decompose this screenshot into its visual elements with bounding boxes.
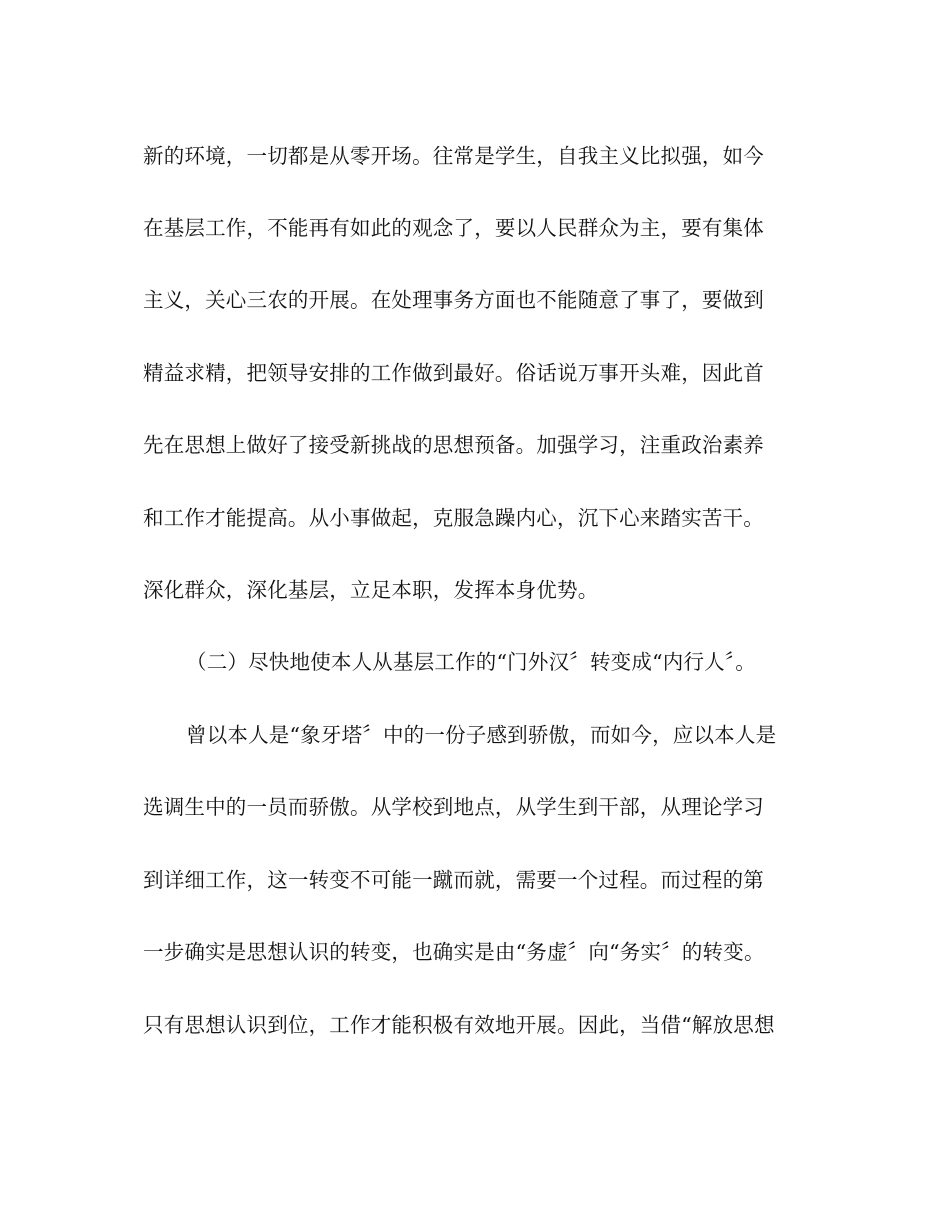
body-text-line: 曾以本人是“象牙塔〞中的一份子感到骄傲，而如今，应以本人是 bbox=[186, 723, 777, 747]
body-text-line: 新的环境，一切都是从零开场。往常是学生，自我主义比拟强，如今 bbox=[143, 144, 764, 168]
body-text-line: 选调生中的一员而骄傲。从学校到地点，从学生到干部，从理论学习 bbox=[143, 795, 764, 819]
body-text-line: 和工作才能提高。从小事做起，克服急躁内心，沉下心来踏实苦干。 bbox=[143, 506, 764, 530]
body-text-line: 主义，关心三农的开展。在处理事务方面也不能随意了事了，要做到 bbox=[143, 288, 764, 312]
body-text-line: 到详细工作，这一转变不可能一蹴而就，需要一个过程。而过程的第 bbox=[143, 868, 764, 892]
body-text-line: 只有思想认识到位，工作才能积极有效地开展。因此，当借“解放思想 bbox=[143, 1013, 775, 1037]
body-text-line: 先在思想上做好了接受新挑战的思想预备。加强学习，注重政治素养 bbox=[143, 433, 764, 457]
body-text-line: 深化群众，深化基层，立足本职，发挥本身优势。 bbox=[143, 578, 599, 602]
body-text-line: 在基层工作，不能再有如此的观念了，要以人民群众为主，要有集体 bbox=[143, 216, 764, 240]
body-text-line: 精益求精，把领导安排的工作做到最好。俗话说万事开头难，因此首 bbox=[143, 361, 764, 385]
body-text-line: 一步确实是思想认识的转变，也确实是由“务虚〞向“务实〞的转变。 bbox=[143, 940, 765, 964]
section-heading: （二）尽快地使本人从基层工作的“门外汉〞转变成“内行人〞。 bbox=[186, 650, 757, 674]
